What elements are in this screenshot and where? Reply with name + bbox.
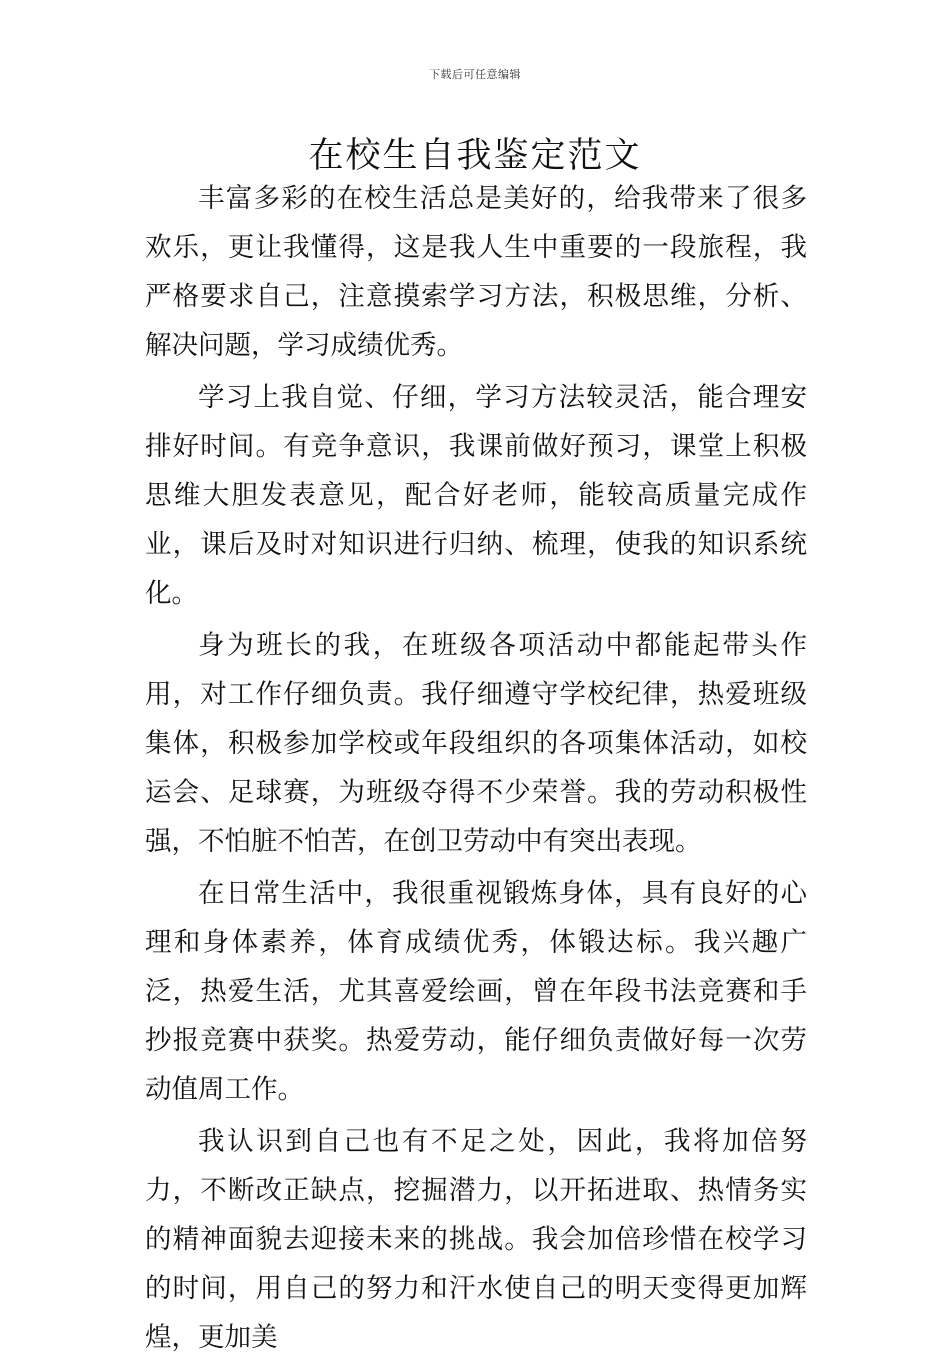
paragraph-2: 学习上我自觉、仔细，学习方法较灵活，能合理安排好时间。有竞争意识，我课前做好预习，课堂上积极思维大胆发表意见，配合好老师，能较高质量完成作业，课后及时对知识进行归纳、梳理，使我的知识系统化。 [145,382,807,609]
paragraph-1: 丰富多彩的在校生活总是美好的，给我带来了很多欢乐，更让我懂得，这是我人生中重要的一段旅程，我严格要求自己，注意摸索学习方法，积极思维，分析、解决问题，学习成绩优秀。 [145,183,807,361]
paragraph-5: 我认识到自己也有不足之处，因此，我将加倍努力，不断改正缺点，挖掘潜力，以开拓进取、热情务实的精神面貌去迎接未来的挑战。我会加倍珍惜在校学习的时间，用自己的努力和汗水使自己的明天变得更加辉煌，更加美 [145,1126,807,1353]
header-note: 下载后可任意编辑 [429,68,521,81]
document-title: 在校生自我鉴定范文 [308,136,642,176]
paragraph-4: 在日常生活中，我很重视锻炼身体，具有良好的心理和身体素养，体育成绩优秀，体锻达标。我兴趣广泛，热爱生活，尤其喜爱绘画，曾在年段书法竞赛和手抄报竞赛中获奖。热爱劳动，能仔细负责做好每一次劳动值周工作。 [145,878,807,1105]
paragraph-3: 身为班长的我，在班级各项活动中都能起带头作用，对工作仔细负责。我仔细遵守学校纪律，热爱班级集体，积极参加学校或年段组织的各项集体活动，如校运会、足球赛，为班级夺得不少荣誉。我的劳动积极性强，不怕脏不怕苦，在创卫劳动中有突出表现。 [145,630,807,857]
document-body [145,174,807,1365]
